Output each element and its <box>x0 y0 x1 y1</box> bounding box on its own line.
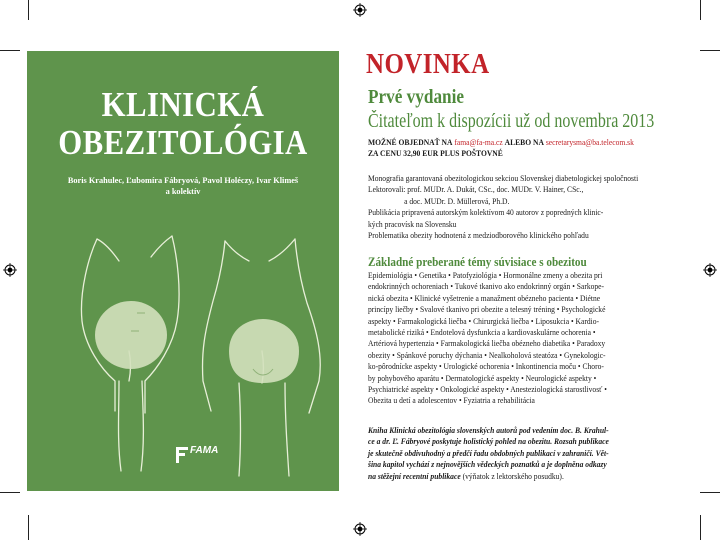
body-silhouettes-illustration <box>27 51 339 491</box>
edition-label: Prvé vydanie <box>368 86 465 108</box>
publisher-logo-mark <box>175 445 189 465</box>
order-email-1[interactable]: fama@fa-ma.cz <box>454 137 503 147</box>
description-line: Monografia garantovaná obezitologickou sekciou Slovenskej diabetologickej spoločnosti <box>368 173 639 183</box>
registration-mark-right <box>703 263 717 277</box>
crop-mark <box>700 492 720 493</box>
description-line: Publikácia pripravená autorským kolektívom 40 autorov z popredných klinic- <box>368 207 604 218</box>
order-label: MOŽNÉ OBJEDNAŤ NA <box>368 137 453 147</box>
availability-text: Čitateľom k dispozícii už od novembra 2013 <box>368 111 655 132</box>
description-line: Lektorovali: prof. MUDr. A. Dukát, CSc., doc. MUDr. V. Hainer, CSc., <box>368 184 584 195</box>
publisher-logo <box>175 445 227 467</box>
crop-mark <box>700 50 720 51</box>
crop-mark <box>700 515 701 540</box>
topics-line: princípy liečby • Svalové tkanivo pri obezite a telesný tréning • Psychologické <box>368 304 606 315</box>
crop-mark <box>700 0 701 20</box>
order-info <box>368 137 660 160</box>
registration-mark-bottom <box>353 522 367 536</box>
headline-novinka: NOVINKA <box>366 48 490 80</box>
order-email-2[interactable]: secretarysma@ba.telecom.sk <box>545 137 634 147</box>
topics-line: endokrinných ochoreniach • Tukové tkanivo ako endokrinný orgán • Sarkope- <box>368 281 605 292</box>
topics-line: Artériová hypertenzia • Farmakologická liečba obézneho diabetika • Paradoxy <box>368 338 606 349</box>
topics-line: aspekty • Farmakologická liečba • Chirurgická liečba • Liposukcia • Kardio- <box>368 315 600 326</box>
description-line: a doc. MUDr. D. Müllerová, Ph.D. <box>404 195 510 206</box>
description-block <box>368 173 660 241</box>
description-line: kých pracovísk na Slovensku <box>368 218 457 229</box>
quote-line: šina kapitol vychází z nejnovějších vědeckých poznatků a je doplněna odkazy <box>368 459 607 470</box>
quote-line: Kniha Klinická obezitológia slovenských autorů pod vedením doc. B. Krahul- <box>368 425 609 435</box>
crop-mark <box>28 515 29 540</box>
registration-mark-left <box>3 263 17 277</box>
description-line: Problematika obezity hodnotená z medziodborového klinického pohľadu <box>368 230 589 241</box>
topics-line: Psychiatrické aspekty • Onkologické aspekty • Anesteziologická starostlivosť • <box>368 384 607 395</box>
topics-heading: Základné preberané témy súvisiace s obezitou <box>368 254 587 269</box>
crop-mark <box>0 492 20 493</box>
order-price: ZA CENU 32,90 EUR PLUS POŠTOVNÉ <box>368 148 503 159</box>
topics-list <box>368 270 660 407</box>
cover-authors-line1: Boris Krahulec, Ľubomíra Fábryová, Pavol Holéczy, Ivar Klimeš <box>67 176 299 185</box>
crop-mark <box>0 50 20 51</box>
topics-line: metabolické riziká • Endotelová dysfunkcia a kardiovaskulárne ochorenia • <box>368 327 596 338</box>
quote-line: na stěžejní recentní publikace <box>368 470 461 481</box>
crop-mark <box>28 0 29 20</box>
publisher-logo-text: FAMA <box>190 445 219 456</box>
topics-line: ko-pôrodnícke aspekty • Urologické ochorenia • Inkontinencia moču • Choro- <box>368 361 604 372</box>
book-cover <box>27 51 339 491</box>
quote-line: ce a dr. Ľ. Fábryové poskytuje holistický pohled na obezitu. Rozsah publikace <box>368 436 609 447</box>
cover-title-line2: OBEZITOLÓGIA <box>58 123 308 162</box>
registration-mark-top <box>353 3 367 17</box>
quote-source: (výňatok z lektorského posudku). <box>462 470 564 481</box>
topics-line: Obezita u detí a adolescentov • Fyziatria a rehabilitácia <box>368 395 535 406</box>
topics-line: nická obezita • Klinické vyšetrenie a manažment obézneho pacienta • Diétne <box>368 292 601 303</box>
order-connector: ALEBO NA <box>504 137 544 147</box>
topics-line: Epidemiológia • Genetika • Patofyziológia • Hormonálne zmeny a obezita pri <box>368 270 603 280</box>
topics-line: by pohybového aparátu • Dermatologické aspekty • Neurologické aspekty • <box>368 372 597 383</box>
cover-authors-line2: a kolektív <box>165 187 201 196</box>
review-quote <box>368 425 660 482</box>
quote-line: je skutečně obdivuhodný a předčí řadu obdobných publikací v zahraničí. Vět- <box>368 447 609 458</box>
topics-line: obezity • Spánkové poruchy dýchania • Nealkoholová steatóza • Gynekologic- <box>368 349 606 360</box>
cover-title-line1: KLINICKÁ <box>101 85 265 124</box>
